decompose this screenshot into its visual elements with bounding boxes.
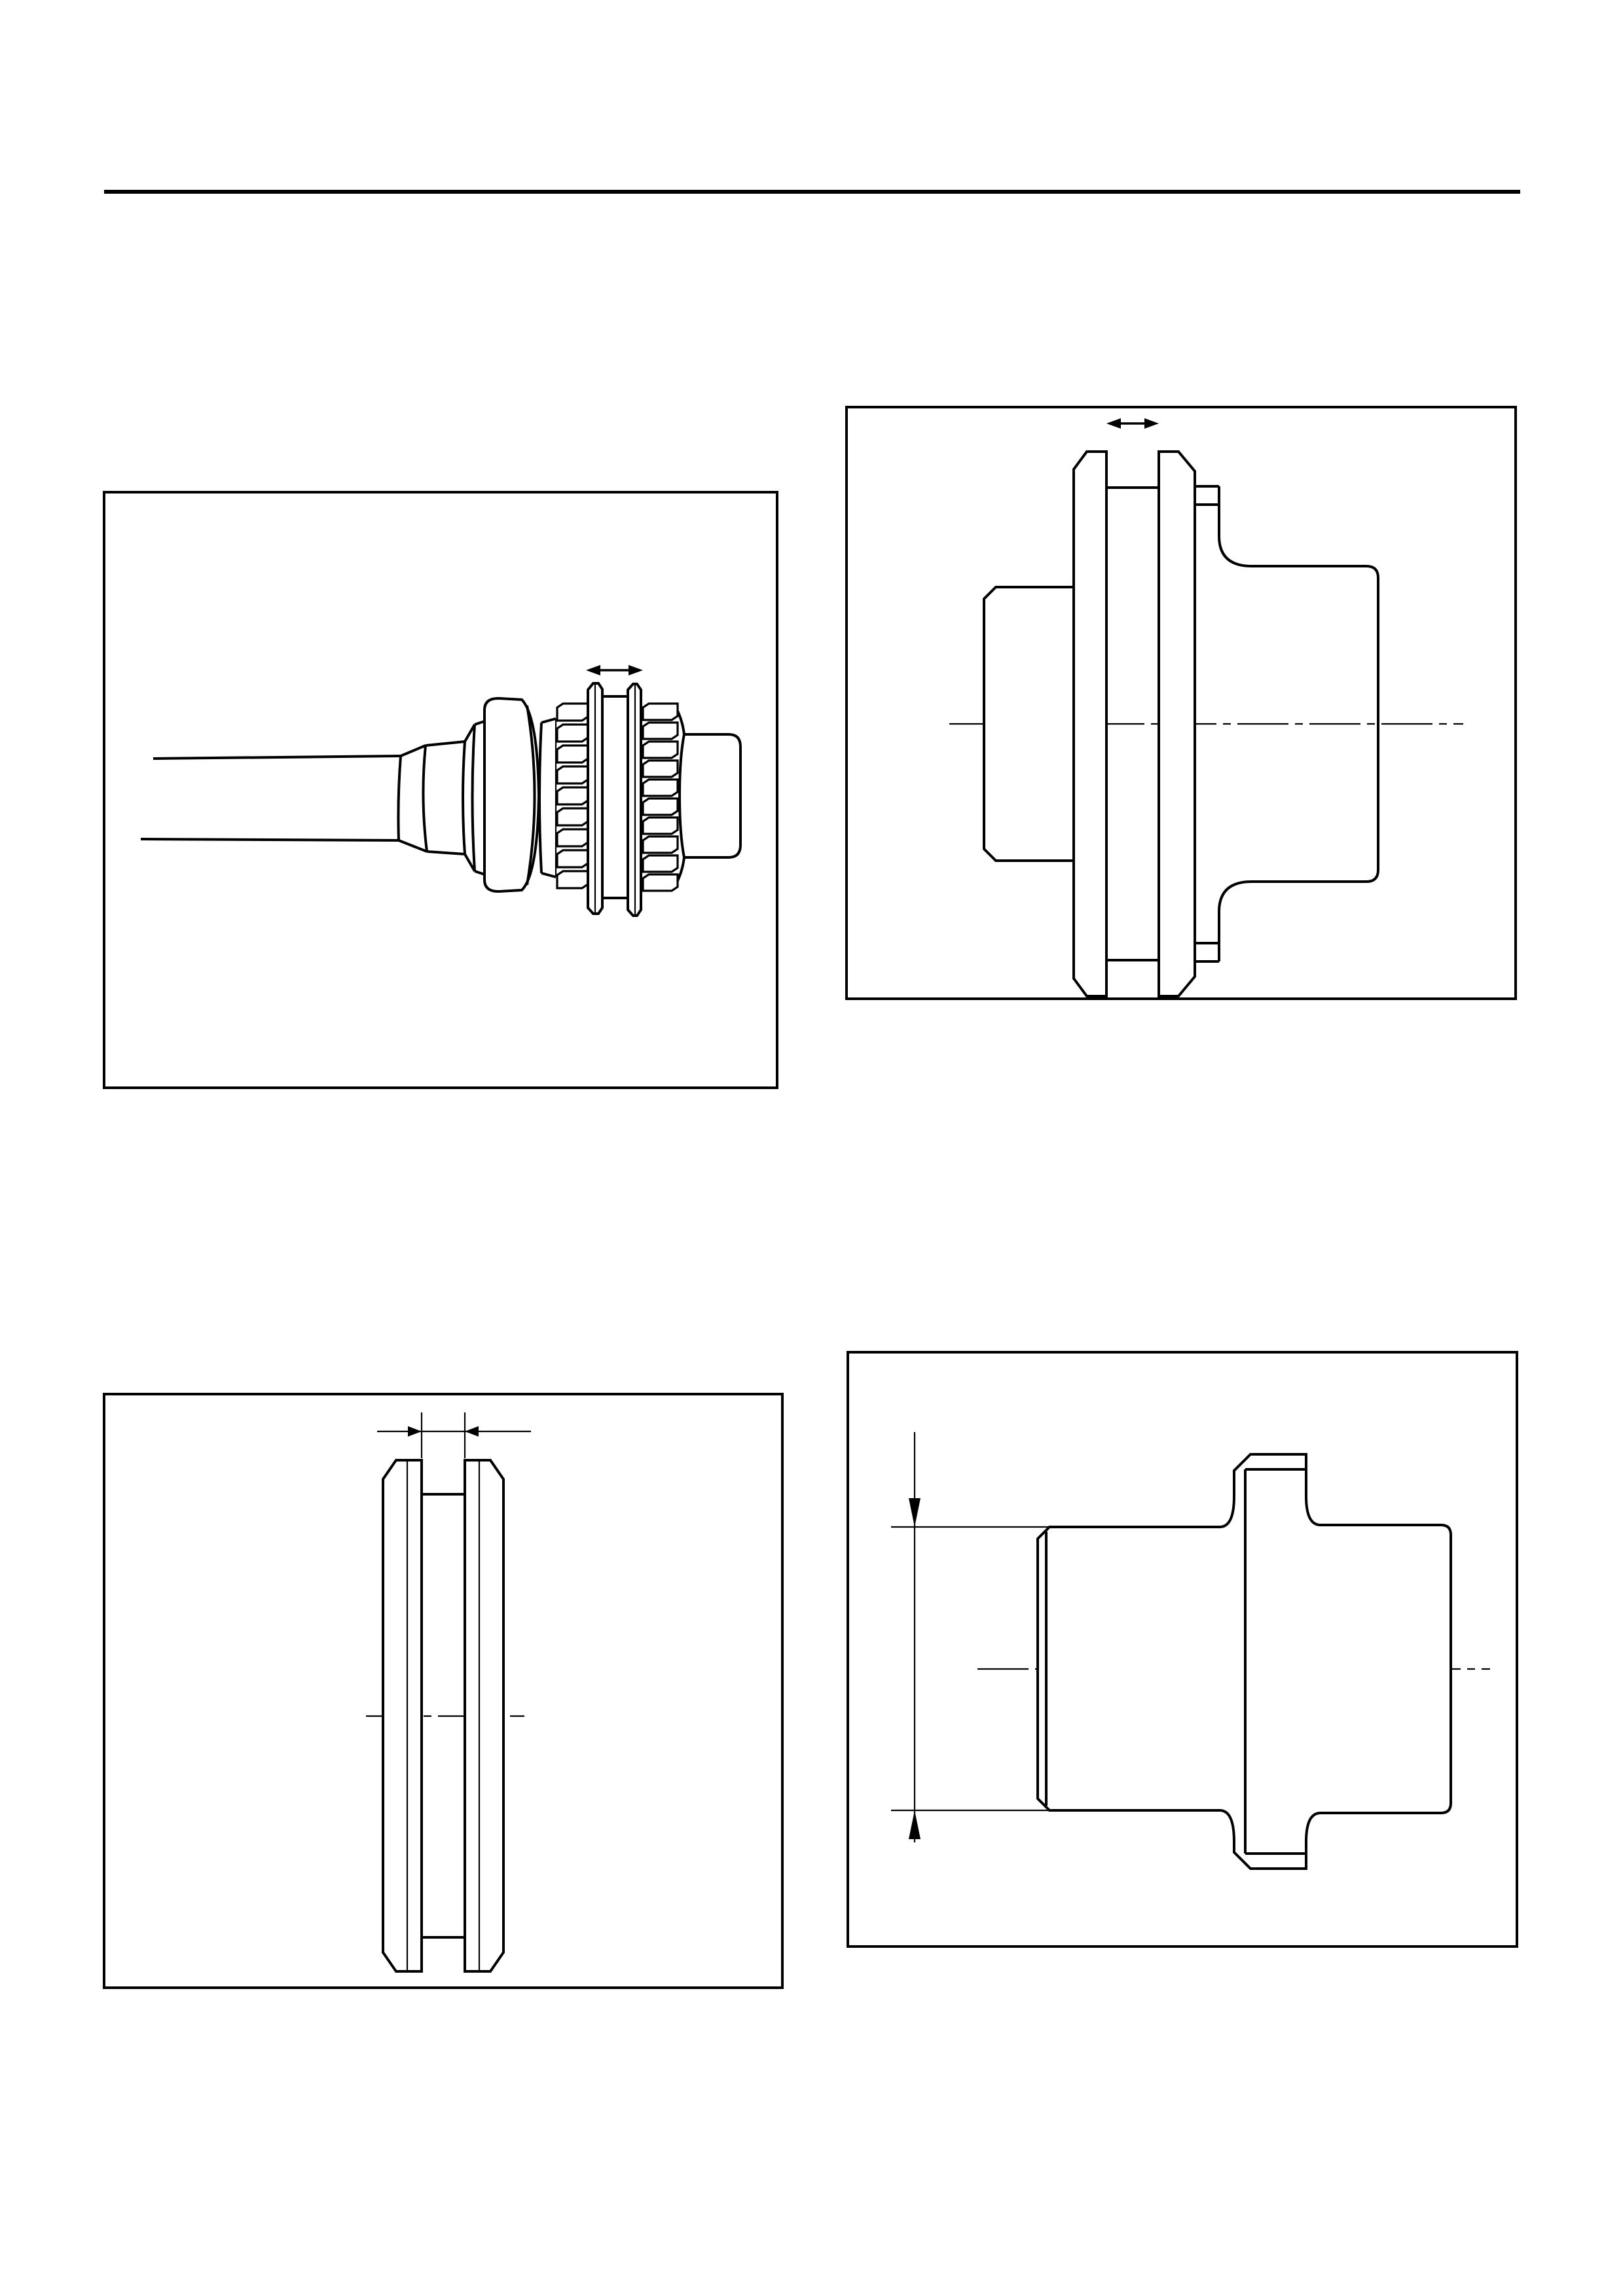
double-arrow-icon [586, 665, 643, 675]
spline-teeth [557, 704, 588, 888]
figure-top-left-drawing [105, 493, 776, 1086]
figure-frame-bottom-left [103, 1393, 784, 1989]
snap-ring-plates [588, 683, 641, 916]
drum-flange [484, 698, 556, 891]
hub-outline [1038, 1454, 1451, 1869]
header-rule [104, 190, 1520, 194]
figure-bottom-right-drawing [849, 1354, 1516, 1945]
figure-frame-top-left [103, 491, 778, 1089]
collar-rings [463, 721, 484, 874]
shaft [141, 742, 465, 854]
end-gear-cylinder [674, 705, 740, 887]
figure-frame-bottom-right [847, 1351, 1518, 1948]
left-cylinder [984, 587, 1074, 861]
figure-top-right-drawing [848, 408, 1514, 997]
figure-frame-top-right [845, 406, 1517, 1000]
double-arrow-icon [1106, 418, 1159, 429]
gear-teeth [643, 704, 678, 891]
figure-bottom-left-drawing [105, 1395, 781, 1986]
width-dimension-arrows [377, 1412, 531, 1458]
